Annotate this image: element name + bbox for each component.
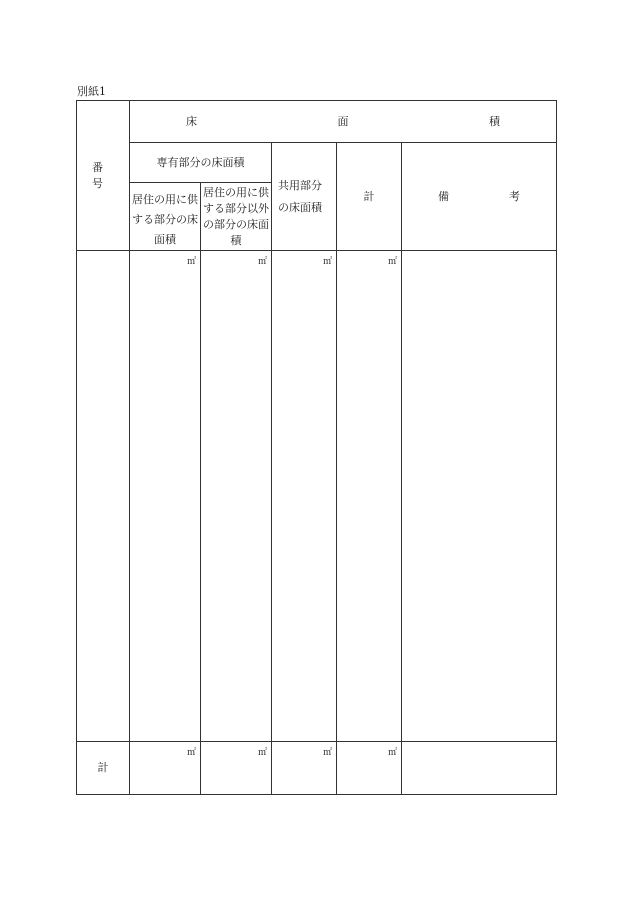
residential-area-cell[interactable] — [130, 251, 201, 742]
floor-area-header-text: 床面積 — [186, 114, 501, 128]
footer-common-total[interactable] — [272, 742, 337, 795]
unit-label: ㎡ — [186, 257, 196, 267]
footer-residential-total[interactable] — [130, 742, 201, 795]
footer-non-residential-total[interactable] — [201, 742, 272, 795]
unit-label: ㎡ — [322, 257, 332, 267]
number-cell[interactable] — [77, 251, 130, 742]
number-header: 番 号 — [77, 101, 130, 251]
remarks-header-text: 備考 — [438, 189, 521, 203]
common-area-header-text: 共用部分の床面積 — [278, 178, 322, 214]
unit-label: ㎡ — [257, 257, 267, 267]
unit-label: ㎡ — [186, 748, 196, 758]
attachment-label: 別紙1 — [77, 85, 106, 98]
non-residential-area-cell[interactable] — [201, 251, 272, 742]
total-area-cell[interactable] — [337, 251, 402, 742]
footer-remarks-cell[interactable] — [402, 742, 557, 795]
residential-area-header: 居住の用に供する部分の床面積 — [130, 183, 201, 251]
common-area-header — [272, 143, 337, 251]
unit-label: ㎡ — [387, 748, 397, 758]
unit-label: ㎡ — [387, 257, 397, 267]
exclusive-area-header: 専有部分の床面積 — [130, 143, 272, 183]
non-residential-area-header: 居住の用に供する部分以外の部分の床面積 — [201, 183, 272, 251]
total-header: 計 — [337, 143, 402, 251]
unit-label: ㎡ — [257, 748, 267, 758]
unit-label: ㎡ — [322, 748, 332, 758]
common-area-cell[interactable] — [272, 251, 337, 742]
remarks-header — [402, 143, 557, 251]
floor-area-table — [76, 100, 557, 795]
footer-grand-total[interactable] — [337, 742, 402, 795]
remarks-cell[interactable] — [402, 251, 557, 742]
footer-total-label: 計 — [77, 742, 130, 795]
floor-area-header — [130, 101, 557, 143]
